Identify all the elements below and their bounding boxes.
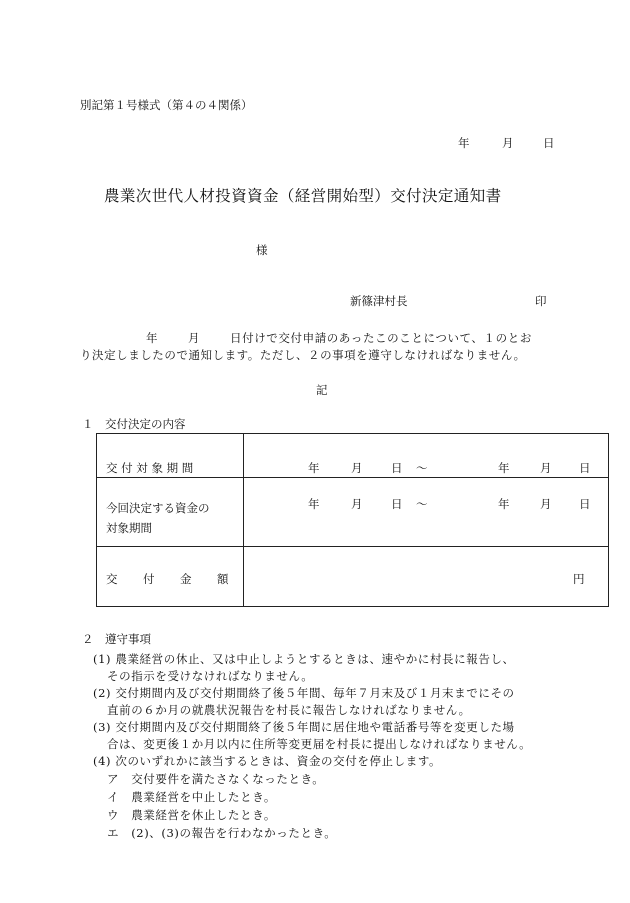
ki-marker: 記 (316, 383, 328, 397)
compliance-item-cont: 直前の６か月の就農状況報告を村長に報告しなければなりません。 (107, 703, 471, 717)
to-month: 月 (540, 497, 552, 511)
date-month-label: 月 (502, 136, 514, 150)
to-day: 日 (579, 461, 591, 475)
issuer-seal: 印 (535, 294, 547, 308)
stop-condition-item: ア 交付要件を満たさなくなったとき。 (107, 772, 325, 786)
table-label-cell (97, 478, 244, 547)
table-value-cell (244, 547, 609, 607)
to-month: 月 (540, 461, 552, 475)
stop-condition-item: エ (2)、(3)の報告を行わなかったとき。 (107, 826, 337, 840)
from-day: 日 (391, 497, 403, 511)
to-year: 年 (498, 497, 510, 511)
compliance-item-cont: 合は、変更後１か月以内に住所等変更届を村長に提出しなければなりません。 (107, 737, 532, 751)
intro-line-1: 日付けで交付申請のあったこのことについて、１のとお (230, 331, 532, 345)
compliance-item: (2) 交付期間内及び交付期間終了後５年間、毎年７月末及び１月末までにその (93, 686, 515, 700)
section-2-heading: ２ 遵守事項 (82, 632, 151, 646)
from-month: 月 (351, 461, 363, 475)
table-label-cell (97, 547, 244, 607)
intro-month-label: 月 (188, 331, 200, 345)
compliance-item-cont: その指示を受けなければなりません。 (107, 669, 314, 683)
compliance-item: (3) 交付期間内及び交付期間終了後５年間に居住地や電話番号等を変更した場 (93, 720, 515, 734)
row-label-current-period-line1: 今回決定する資金の (106, 501, 210, 515)
row-label-current-period-line2: 対象期間 (106, 521, 152, 535)
from-day: 日 (391, 461, 403, 475)
form-reference: 別記第１号様式（第４の４関係） (80, 98, 253, 112)
recipient-suffix: 様 (256, 243, 268, 257)
table-label-cell (97, 434, 244, 478)
stop-condition-item: ウ 農業経営を休止したとき。 (107, 808, 276, 822)
compliance-item: (1) 農業経営の休止、又は中止しようとするときは、速やかに村長に報告し、 (93, 652, 515, 666)
to-year: 年 (498, 461, 510, 475)
intro-year-label: 年 (146, 331, 158, 345)
table-value-cell (244, 478, 609, 547)
row-label-grant-amount: 交 付 金 額 (106, 572, 236, 586)
from-year: 年 (308, 497, 320, 511)
to-day: 日 (579, 497, 591, 511)
compliance-item: (4) 次のいずれかに該当するときは、資金の交付を停止します。 (93, 754, 442, 768)
section-1-heading: １ 交付決定の内容 (82, 417, 186, 431)
date-day-label: 日 (543, 136, 555, 150)
range-tilde: ～ (416, 497, 428, 511)
document-title: 農業次世代人材投資資金（経営開始型）交付決定通知書 (104, 187, 502, 205)
issuer-name: 新篠津村長 (350, 294, 408, 308)
amount-unit: 円 (573, 572, 585, 586)
table-row (97, 478, 609, 547)
stop-condition-item: イ 農業経営を中止したとき。 (107, 790, 276, 804)
table-value-cell (244, 434, 609, 478)
from-month: 月 (351, 497, 363, 511)
range-tilde: ～ (416, 461, 428, 475)
from-year: 年 (308, 461, 320, 475)
date-year-label: 年 (458, 136, 470, 150)
table-row (97, 434, 609, 478)
row-label-grant-period: 交 付 対 象 期 間 (106, 461, 194, 475)
grant-decision-table (96, 433, 609, 607)
intro-line-2: り決定しましたので通知します。ただし、２の事項を遵守しなければなりません。 (80, 348, 526, 362)
table-row (97, 547, 609, 607)
